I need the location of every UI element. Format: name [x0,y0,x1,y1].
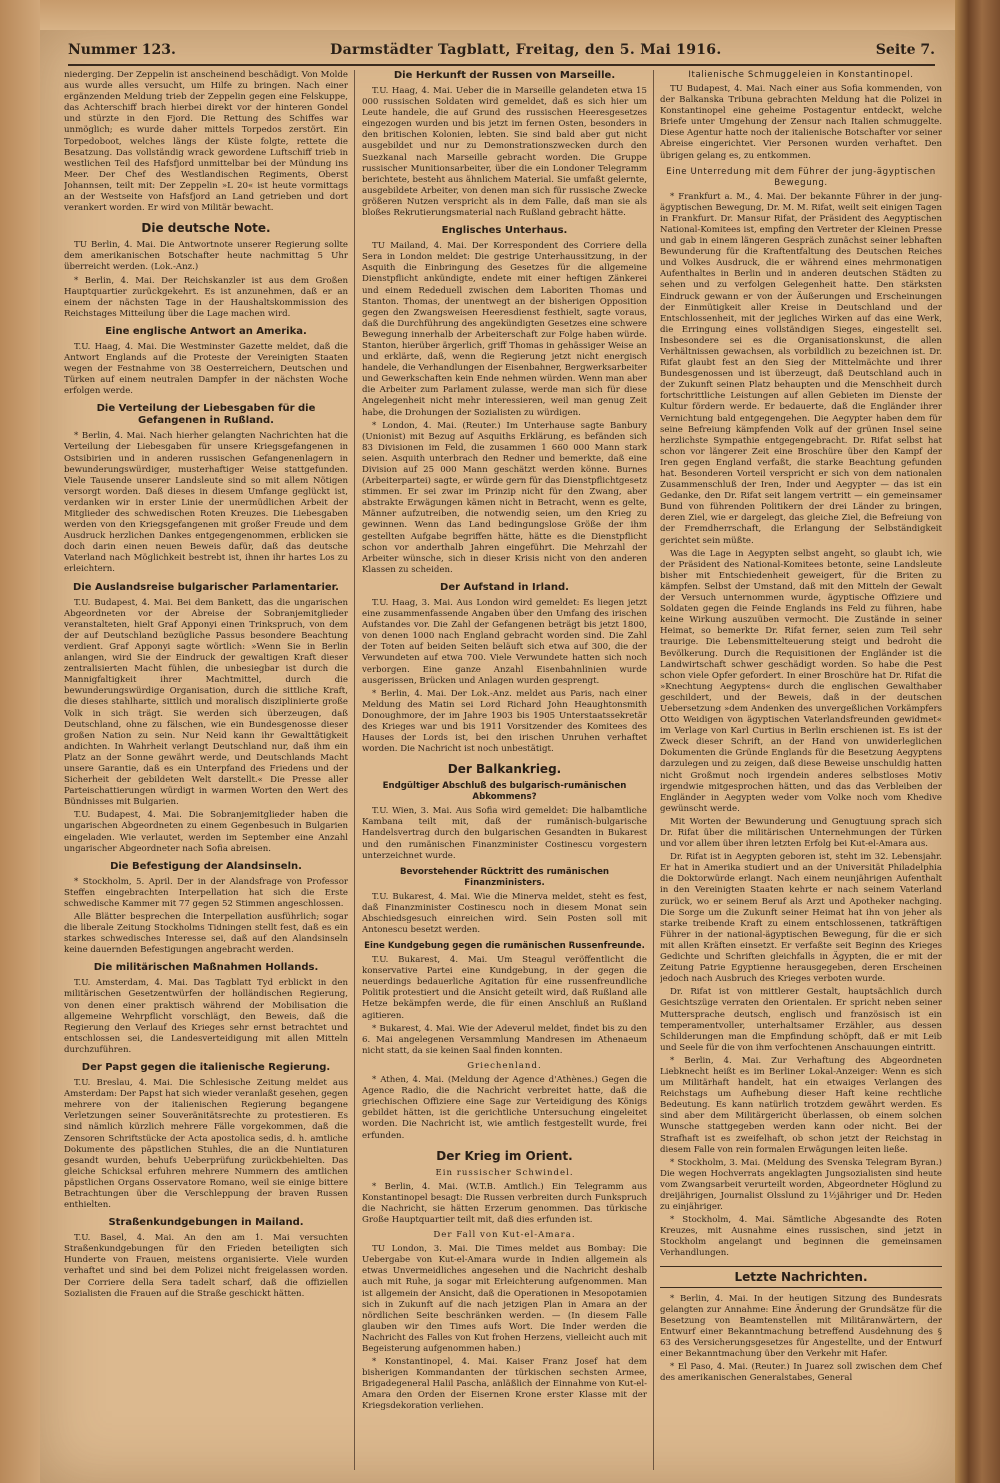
page-header [68,42,935,66]
article-text: T.U. Haag, 4. Mai. Ueber die in Marseille gelandeten etwa 15 000 russischen Soldaten wird gemeldet, daß es sich hier um Leute handele, die auf Grund des russischen Heeresgesetzes eingezogen wurden und bis jetzt im fernen Osten, besonders in den britischen Kolonien, lebten. Sie sind bald aber gut nicht ausgebildet und nur zu Demonstrationszwecken durch den Suezkanal nach Marseille gebracht worden. Die Gruppe russischer Munitionsarbeiter, über die ein Londoner Telegramm berichtete, besteht aus ähnlichem Material. Sie umfaßt gelernte, ausgebildete Arbeiter, von denen man sich für russische Zwecke größeren Nutzen verspricht als in dem Falle, daß man sie als bloßes Rekrutierungsmaterial nach Rußland gebracht hätte. [362,86,647,219]
column-1 [64,70,348,1470]
article-text: niederging. Der Zeppelin ist anscheinend beschädigt. Von Molde aus wurde alles versucht, um Hilfe zu bringen. Nach einer ergänzenden Meldung trieb der Zeppelin gegen eine Felskuppe, das Achterschiff brach hierbei direkt vor der hinteren Gondel und stürzte in den Fjord. Die Rettung des Schiffes war unmöglich; es wurde daher mittels Torpedos zerstört. Ein Torpedoboot, welches längs der Küste folgte, rettete die Besatzung. Das vollständig wrack gewordene Luftschiff trieb in westlichen Teil des Hafsfjord unmittelbar bei der Mündung ins Meer. Der Chef des Westlandischen Regiments, Oberst Johannsen, teilt mit: Der Zeppelin »L 20« ist heute vormittags an der Westseite von Hafsfjord an Land getrieben und dort verankert worden. Er wird von Militär bewacht. [64,70,348,214]
article-text: * Berlin, 4. Mai. Nach hierher gelangten Nachrichten hat die Verteilung der Liebesgaben für unsere Kriegsgefangenen in Ostsibirien und in anderen russischen Gefangenenlagern in bewunderungswürdiger, musterhaftiger Weise stattgefunden. Viele Tausende unserer Landsleute sind so mit allem Nötigen versorgt worden. Daß dieses in diesem Umfange geglückt ist, verdanken wir in erster Linie der unermüdlichen Arbeit der Mitglieder des schwedischen Roten Kreuzes. Die Liebesgaben werden von den Kriegsgefangenen mit großer Freude und dem Ausdruck herzlichen Dankes entgegengenommen, erblicken sie doch darin einen neuen Beweis dafür, daß das deutsche Vaterland nach Möglichkeit bestrebt ist, ihnen ihr hartes Los zu erleichtern. [64,431,348,575]
newspaper-title-date: Darmstädter Tagblatt, Freitag, den 5. Mai 1916. [330,42,722,58]
headline: Die deutsche Note. [141,221,271,236]
issue-number: Nummer 123. [68,42,176,58]
subheadline: Eine Kundgebung gegen die rumänischen Russenfreunde. [364,941,645,952]
article-text: T.U. Wien, 3. Mai. Aus Sofia wird gemeldet: Die halbamtliche Kambana teilt mit, daß der rumänisch-bulgarische Handelsvertrag durch den bulgarischen Gesandten in Bukarest und den rumänischen Finanzminister Costinescu vorgestern unterzeichnet wurde. [362,806,647,861]
article-text: * Konstantinopel, 4. Mai. Kaiser Franz Josef hat dem bisherigen Kommandanten der türkischen sechsten Armee, Brigadegeneral Halil Pascha, anläßlich der Einnahme von Kut-el-Amara den Orden der Eisernen Krone erster Klasse mit der Kriegsdekoration verliehen. [362,1357,647,1412]
headline: Straßenkundgebungen in Mailand. [108,1217,304,1229]
column-rule [354,70,355,1470]
subheadline: Bevorstehender Rücktritt des rumänischen Finanzministers. [399,866,610,888]
book-binding [955,0,1000,1483]
article-text: Dr. Rifat ist in Aegypten geboren ist, steht im 32. Lebensjahr. Er hat in Amerika studiert und an der Universität Philadelphia die Doktorwürde erlangt. Nach einem neunjährigen Aufenthalt in den Vereinigten Staaten kehrte er nach seinem Vaterland zurück, wo er seinem Beruf als Arzt und Apotheker nachging. Die Sorge um die Zukunft seiner Heimat hat ihn von jeher als starke treibende Kraft zu einem entschlossenen, tatkräftigen Führer in der national-ägyptischen Bewegung, für die er sich mit allen Kräften einsetzt. Er verfaßte seit Beginn des Krieges Gedichte und Schriften gleichfalls in Ägypten, die er mit der Zeitung Patrie Egyptienne herausgegeben, deren Erscheinen jedoch nach Ausbruch des Krieges verboten wurde. [660,852,942,985]
article-text: T.U. Budapest, 4. Mai. Bei dem Bankett, das die ungarischen Abgeordneten vor der Abreise der Sobranjemitglieder veranstalteten, hielt Graf Apponyi einen Trinkspruch, von dem der auf Deutschland bezügliche Passus besondere Beachtung verdient. Graf Apponyi sagte wörtlich: »Wenn Sie in Berlin anlangen, wird Sie der Eindruck der gewaltigen Kraft dieser zentralisierten Macht fühlen, die unbesiegbar ist durch die Mannigfaltigkeit ihrer Machtmittel, durch die bewunderungswürdige Organisation, durch die sittliche Kraft, die dieses stahlharte, sittlich und moralisch disziplinierte große Volk in sich trägt. Sie werden sich überzeugen, daß Deutschland, ohne zu fälschen, wie ein Bundesgenosse dieser großen Nation zu sein. Nur Neid kann ihr Gewalttätigkeit andichten. In Wahrheit verlangt Deutschland nur, daß ihm ein Platz an der Sonne gewährt werde, und Deutschlands Macht unsere Garantie, daß es ein Unterpfand des Friedens und der Sicherheit der gebildeten Welt darstellt.« Die Presse aller Parteischattierungen würdigt in warmen Worten den Wert des Bündnisses mit Bulgarien. [64,597,348,808]
column-2 [362,70,647,1470]
section-headline: Der Krieg im Orient. [436,1148,573,1163]
article-text: T.U. Haag, 3. Mai. Aus London wird gemeldet: Es liegen jetzt eine zusammenfassende Angaben über den Umfang des irischen Aufstandes vor. Die Zahl der Gefangenen beträgt bis jetzt 1800, von denen 1000 nach England gebracht worden sind. Die Zahl der Toten auf beiden Seiten beläuft sich etwa auf 300, die der Verwundeten auf etwa 700. Viele Verwundete hatten sich noch verborgen. Eine ganze Anzahl Eisenbahnlinien wurde ausgerissen, Brücken und Anlagen wurden gesprengt. [362,597,647,686]
article-text: * London, 4. Mai. (Reuter.) Im Unterhause sagte Banbury (Unionist) mit Bezug auf Asquiths Erklärung, es befänden sich 83 Divisionen im Feld, die zusammen 1 660 000 Mann stark seien. Asquith unterbrach den Redner und bemerkte, daß eine Division auf 25 000 Mann geschätzt werden könne. Burnes (Arbeiterpartei) sagte, er würde gern für das Dienstpflichtgesetz stimmen. Er sei zwar im Prinzip nicht für den Zwang, aber abstrakte Erwägungen kämen nicht in Betracht, wenn es gelte, Männer aufzutreiben, die notwendig seien, um den Krieg zu gewinnen. Wenn das Land bedingungslose Größe der ihm gestellten Aufgabe begriffen hätte, hätte es die Dienstpflicht schon vor anderthalb Jahren eingeführt. Die Mehrzahl der Arbeiter wünsche, sich in dieser Krisis nicht von den anderen Klassen zu scheiden. [362,420,647,575]
newspaper-page [40,30,955,1483]
headline: Englisches Unterhaus. [441,225,568,237]
article-text: TU Budapest, 4. Mai. Nach einer aus Sofia kommenden, von der Balkanska Tribuna gebrachten Meldung hat die Polizei in Konstantinopel eine geheime Postagentur entdeckt, welche Briefe unter Umgehung der Zensur nach Italien schmuggelte. Diese Agentur hatte noch der italienische Botschafter vor seiner Abreise eingerichtet. Vier Personen wurden verhaftet. Den übrigen gelang es, zu entkommen. [660,84,942,161]
article-text: * Berlin, 4. Mai. (W.T.B. Amtlich.) Ein Telegramm aus Konstantinopel besagt: Die Russen verbreiten durch Funkspruch die Nachricht, sie hätten Erzerum genommen. Das türkische Große Hauptquartier teilt mit, daß dies erfunden ist. [362,1181,647,1225]
article-text: * Berlin, 4. Mai. In der heutigen Sitzung des Bundesrats gelangten zur Annahme: Eine Änderung der Grundsätze für die Besetzung von Beamtenstellen mit Militäranwärtern, der Entwurf einer Bekanntmachung betreffend Ausdehnung des § 63 des Versicherungsgesetzes für Angestellte, und der Entwurf einer Bekanntmachung über den Verkehr mit Hafer. [660,1293,942,1360]
subheadline: Der Fall von Kut-el-Amara. [433,1230,576,1241]
article-text: * El Paso, 4. Mai. (Reuter.) In Juarez soll zwischen dem Chef des amerikanischen Generalstabes, General [660,1362,942,1384]
article-text: * Berlin, 4. Mai. Zur Verhaftung des Abgeordneten Liebknecht heißt es im Berliner Lokal-Anzeiger: Wenn es sich um Militärhaft handelt, hat ein etwaiges Verlangen des Reichstags um Aufhebung dieser Haft keine rechtliche Bedeutung. Es kann natürlich trotzdem gewährt werden. Es sind aber dem Militärgericht überlassen, ob einem solchen Wunsche stattgegeben werden kann oder nicht. Bei der Strafhaft ist es zweifelhaft, ob schon jetzt der Reichstag in diesem Falle von rein formalen Erwägungen leiten ließe. [660,1055,942,1155]
article-text: TU Berlin, 4. Mai. Die Antwortnote unserer Regierung sollte dem amerikanischen Botschafter heute nachmittag 5 Uhr überreicht werden. (Lok.-Anz.) [64,240,348,273]
article-text: Alle Blätter besprechen die Interpellation ausführlich; sogar die liberale Zeitung Stockholms Tidningen stellt fest, daß es ein starkes schwedisches Interesse sei, daß auf den Alandsinseln keine dauernden Befestigungen angebracht werden. [64,912,348,956]
article-text: * Athen, 4. Mai. (Meldung der Agence d'Athènes.) Gegen die Agence Radio, die die Nachricht verbreitet hatte, daß die griechischen Offiziere eine Sage zur Verteidigung des Königs gebildet hätten, ist die gerichtliche Untersuchung eingeleitet worden. Die Nachricht ist, wie amtlich festgestellt wurde, frei erfunden. [362,1075,647,1141]
headline: Der Papst gegen die italienische Regierung. [81,1062,331,1074]
headline: Die militärischen Maßnahmen Hollands. [93,962,319,974]
article-text: Mit Worten der Bewunderung und Genugtuung sprach sich Dr. Rifat über die militärischen Unternehmungen der Türken und vor allem über ihren letzten Erfolg bei Kut-el-Amara aus. [660,816,942,850]
headline: Der Aufstand in Irland. [440,581,569,593]
article-text: T.U. Bukarest, 4. Mai. Wie die Minerva meldet, steht es fest, daß Finanzminister Costinescu noch in diesem Monat sein Abschiedsgesuch einreichen wird. Sein Posten soll mit Antonescu besetzt werden. [362,891,647,935]
article-text: T.U. Breslau, 4. Mai. Die Schlesische Zeitung meldet aus Amsterdam: Der Papst hat sich wieder veranlaßt gesehen, gegen mehrere von der italienischen Regierung begangene Verletzungen seiner Souveränitätsrechte zu protestieren. Es sind nämlich kürzlich mehrere Fälle vorgekommen, daß die Zensoren Schriftstücke der Acta apostolica sedis, d. h. amtliche Dokumente des päpstlichen Stuhles, die an die Nuntiaturen gesandt wurden, behufs Ueberprüfung zurückbehielten. Das gleiche Schicksal erfuhren mehrere Nummern des amtlichen päpstlichen Organs Osservatore Romano, weil sie einige bittere Betrachtungen über die Verschleppung der braven Russen enthielten. [64,1078,348,1211]
article-text: T.U. Haag, 4. Mai. Die Westminster Gazette meldet, daß die Antwort Englands auf die Proteste der Vereinigten Staaten wegen der Festnahme von 38 Oesterreichern, Deutschen und Türken auf einem neutralen Dampfer in der nächsten Woche erfolgen werde. [64,341,348,397]
article-text: T.U. Bukarest, 4. Mai. Um Steagul veröffentlicht die konservative Partei eine Kundgebung, in der gegen die neuerdings bedauerliche Agitation für eine russenfreundliche Politik protestiert und die Ansicht geteilt wird, daß Rußland alle Hetze bekämpfen werde, die für einen Anschluß an Rußland agitieren. [362,955,647,1021]
article-text: Was die Lage in Aegypten selbst angeht, so glaubt ich, wie der Präsident des National-Komitees betonte, seine Landsleute bisher mit Entschiedenheit geweigert, für die Briten zu kämpfen. Selbst der Umstand, daß mit den Mitteln der Gewalt der Versuch unternommen wurde, ägyptische Offiziere und Soldaten gegen die Feinde Englands ins Feld zu führen, habe keine Wirkung auszuüben vermocht. Die Zustände in seiner Heimat, so bemerkte Dr. Rifat ferner, seien zum Teil sehr traurige. Die Lebensmittelteuerung steigt und bedroht die Bevölkerung. Durch die Requisitionen der Engländer ist die Landwirtschaft schwer geschädigt worden. So habe die Pest schon viele Opfer gefordert. In einer Broschüre hat Dr. Rifat die »Knechtung Aegyptens« durch die englischen Gewalthaber geschildert, und der Beweis, daß in der deutschen Uebersetzung »dem Andenken des unvergeßlichen Vorkämpfers Otto Weidigen von ägyptischen Vaterlandsfreunden gewidmet« im Verlage von Karl Curtius in Berlin erschienen ist. Es ist der Zweck dieser Schrift, an der Hand von unwiderleglichen Dokumenten die Gründe Englands für die Besetzung Aegyptens darzulegen und zu zeigen, daß diese Beweise unschuldig hatten nicht Großmut noch irgendein anderes selbstloses Motiv irgendwie mitgesprochen hätten, und das das Verbleiben der Engländer in Aegypten weder vom Volke noch vom Khedive gewünscht werde. [660,548,942,814]
article-text: T.U. Amsterdam, 4. Mai. Das Tagblatt Tyd erblickt in den militärischen Gesetzentwürfen der holländischen Regierung, von denen einer praktisch während der Mobilisation die allgemeine Wehrpflicht vorschlägt, den Beweis, daß die Regierung den Verlauf des Krieges sehr ernst betrachtet und entschlossen sei, die Landesverteidigung mit allen Mitteln durchzuführen. [64,978,348,1055]
subheadline: Griechenland. [467,1060,542,1071]
subheadline: Endgültiger Abschluß des bulgarisch-rumänischen Abkommens? [382,781,627,803]
headline: Italienische Schmuggeleien in Konstantinopel. [688,70,914,80]
headline: Eine Unterredung mit dem Führer der jung-ägyptischen Bewegung. [666,166,936,188]
article-text: * Berlin, 4. Mai. Der Lok.-Anz. meldet aus Paris, nach einer Meldung des Matin sei Lord Richard John Heaughtonsmith Donoughmore, der im Jahre 1903 bis 1905 Unterstaatssekretär des Krieges war und bis 1911 Vorsitzender des Komitees des Hauses der Lords ist, bei den irischen Unruhen verhaftet worden. Die Nachricht ist noch unbestätigt. [362,688,647,755]
page-number: Seite 7. [875,42,935,58]
page-top-edge [40,0,955,30]
section-headline: Letzte Nachrichten. [734,1269,868,1284]
headline: Die Auslandsreise bulgarischer Parlamentarier. [73,581,339,593]
subheadline: Ein russischer Schwindel. [435,1167,574,1178]
headline: Die Herkunft der Russen von Marseille. [393,70,616,81]
article-text: * Stockholm, 3. Mai. (Meldung des Svenska Telegram Byran.) Die wegen Hochverrats angeklagten Jungsozialisten sind heute vom Zwangsarbeit verurteilt worden, Abgeordneter Höglund zu dreijährigen, Journalist Olsslund zu 1½jähriger und Dr. Heden zu einjähriger. [660,1157,942,1213]
article-text: T.U. Basel, 4. Mai. An den am 1. Mai versuchten Straßenkundgebungen für den Frieden beteiligten sich Hunderte von Frauen, meistens organisierte. Viele wurden verhaftet und sind bei dem Polizei nicht freigelassen worden. Der Corriere della Sera tadelt scharf, daß die offiziellen Sozialisten die Frauen auf die Straße geschickt hätten. [64,1233,348,1299]
section-headline: Der Balkankrieg. [447,762,562,777]
article-text: * Berlin, 4. Mai. Der Reichskanzler ist aus dem Großen Hauptquartier zurückgekehrt. Es ist anzunehmen, daß er an einem der nächsten Tage in der Haushaltskommission des Reichstages Mitteilung über die Lage machen wird. [64,275,348,319]
section-divider [660,1266,942,1288]
article-text: * Stockholm, 5. April. Der in der Alandsfrage von Professor Steffen eingebrachten Interpellation hat sich die Erste schwedische Kammer mit 77 gegen 52 Stimmen angeschlossen. [64,876,348,909]
page-left-edge [0,0,40,1483]
column-3 [660,70,942,1470]
article-text: * Stockholm, 4. Mai. Sämtliche Abgesandte des Roten Kreuzes, mit Ausnahme eines russischen, sind jetzt in Stockholm angelangt und beginnen die gemeinsamen Verhandlungen. [660,1215,942,1259]
article-text: * Bukarest, 4. Mai. Wie der Adeverul meldet, findet bis zu den 6. Mai angelegenen Versammlung Mandresen im Athenaeum nicht statt, da sie keinen Saal finden konnten. [362,1023,647,1056]
headline: Eine englische Antwort an Amerika. [105,325,307,337]
article-text: TU Mailand, 4. Mai. Der Korrespondent des Corriere della Sera in London meldet: Die gestrige Unterhaussitzung, in der Asquith die Einbringung des Gesetzes für die allgemeine Dienstpflicht ankündigte, endete mit einer heftigen Zänkerei und einem Rededuell zwischen dem Laboriten Thomas und Stanton. Thomas, der unentwegt an der bisherigen Opposition gegen den Zwangsweisen Heeresdienst festhielt, sagte voraus, daß die Durchführung des angekündigten Gesetzes eine schwere Bewegung innerhalb der Arbeiterschaft zur Folge haben würde. Stanton, hierüber ärgerlich, griff Thomas in gehässiger Weise an und erklärte, daß, wenn die Regierung jetzt nicht energisch handele, die Verhandlungen der Eisenbahner, Bergwerksarbeiter und Gewerkschaften kein Ende nehmen würden. Wenn man aber die Arbeiter zum Parlament zulasse, werde man sich für diese Angelegenheit nicht mehr interessieren, weil man genug Zeit habe, die Drohungen der Sozialisten zu würdigen. [362,241,647,418]
article-text: TU London, 3. Mai. Die Times meldet aus Bombay: Die Uebergabe von Kut-el-Amara wurde in Indien allgemein als etwas Unvermeidliches angesehen und die Nachricht deshalb auch mit Ruhe, ja sogar mit Erleichterung aufgenommen. Man ist allgemein der Ansicht, daß die Operationen in Mesopotamien sich in Zukunft auf die nach jetzigen Plan in Amara an der nördlichen Seite beschränken werden. — (In diesem Falle glauben wir den Times aufs Wort. Die Inder werden die Nachricht des Falles von Kut frohen Herzens, vielleicht auch mit Begeisterung aufgenommen haben.) [362,1244,647,1354]
article-text: T.U. Budapest, 4. Mai. Die Sobranjemitglieder haben die ungarischen Abgeordneten zu einem Gegenbesuch in Bulgarien eingeladen. Wie verlautet, werden im September eine Anzahl ungarischer Abgeordneter nach Sofia abreisen. [64,810,348,854]
article-text: Dr. Rifat ist von mittlerer Gestalt, hauptsächlich durch Gesichtszüge verraten den Orientalen. Er spricht neben seiner Muttersprache deutsch, englisch und französisch ist ein temperamentvoller, unterhaltsamer Erzähler, aus dessen Schilderungen man die Empfindung schöpft, daß er mit Leib und Seele für die von ihm verfochtenen Anschauungen eintritt. [660,987,942,1053]
column-rule [653,70,654,1470]
article-text: * Frankfurt a. M., 4. Mai. Der bekannte Führer in der jung-ägyptischen Bewegung, Dr. M. M. Rifat, weilt seit einigen Tagen in Frankfurt. Dr. Mansur Rifat, der Präsident des Aegyptischen National-Komitees ist, empfing den Vertreter der Kleinen Presse und gab in einem längeren Gespräch zunächst seiner lebhaften Bewunderung für die Kraftentfaltung des Deutschen Reiches und Volkes Ausdruck, die er während eines mehrmonatigen Aufenthaltes in Berlin und in anderen deutschen Städten zu sehen und zu verfolgen Gelegenheit hatte. Den stärksten Eindruck gewann er von der Äußerungen und Erscheinungen der Einmütigkeit aller Kreise in Deutschland und der Entschlossenheit, mit der jegliches Wirken auf das eine Werk, die Erringung eines vollständigen Sieges, eingestellt sei. Insbesondere sei es die Organisationskunst, die allen Verhältnissen gewachsen, als vorbildlich zu bezeichnen ist. Dr. Rifat glaubt fest an den Sieg der Mittelmächte und ihrer Bundesgenossen und ist überzeugt, daß Deutschland auch in der Zukunft seinen Platz behaupten und die Menschheit durch fortschrittliche Leistungen auf allen Gebieten im Dienste der Kultur fördern werde. Er bedauerte, daß die Engländer ihrer Vernichtung bald entgegengehen. Die Aegypter haben dem für seine Befreiung kämpfenden Volk auf der grünen Insel seine herzlichste Sympathie entgegengebracht. Dr. Rifat selbst hat schon vor längerer Zeit eine Broschüre über den Kampf der Iren gegen England verfaßt, die starke Beachtung gefunden hat. Besonderen Vorteil verspricht er sich von dem nationalen Zusammenschluß der Iren, Inder und Aegypter — das ist ein Gedanke, den Dr. Rifat seit langem vertritt — ein gemeinsamer Bund von führenden Politikern der drei Länder zu bringen, deren Ziel, wie er dargelegt, das gleiche Ziel, die Befreiung von der Fremdherrschaft, die Erlangung der Selbständigkeit gerichtet sein müßte. [660,191,942,546]
headline: Die Verteilung der Liebesgaben für die Gefangenen in Rußland. [96,403,316,427]
headline: Die Befestigung der Alandsinseln. [110,860,302,872]
